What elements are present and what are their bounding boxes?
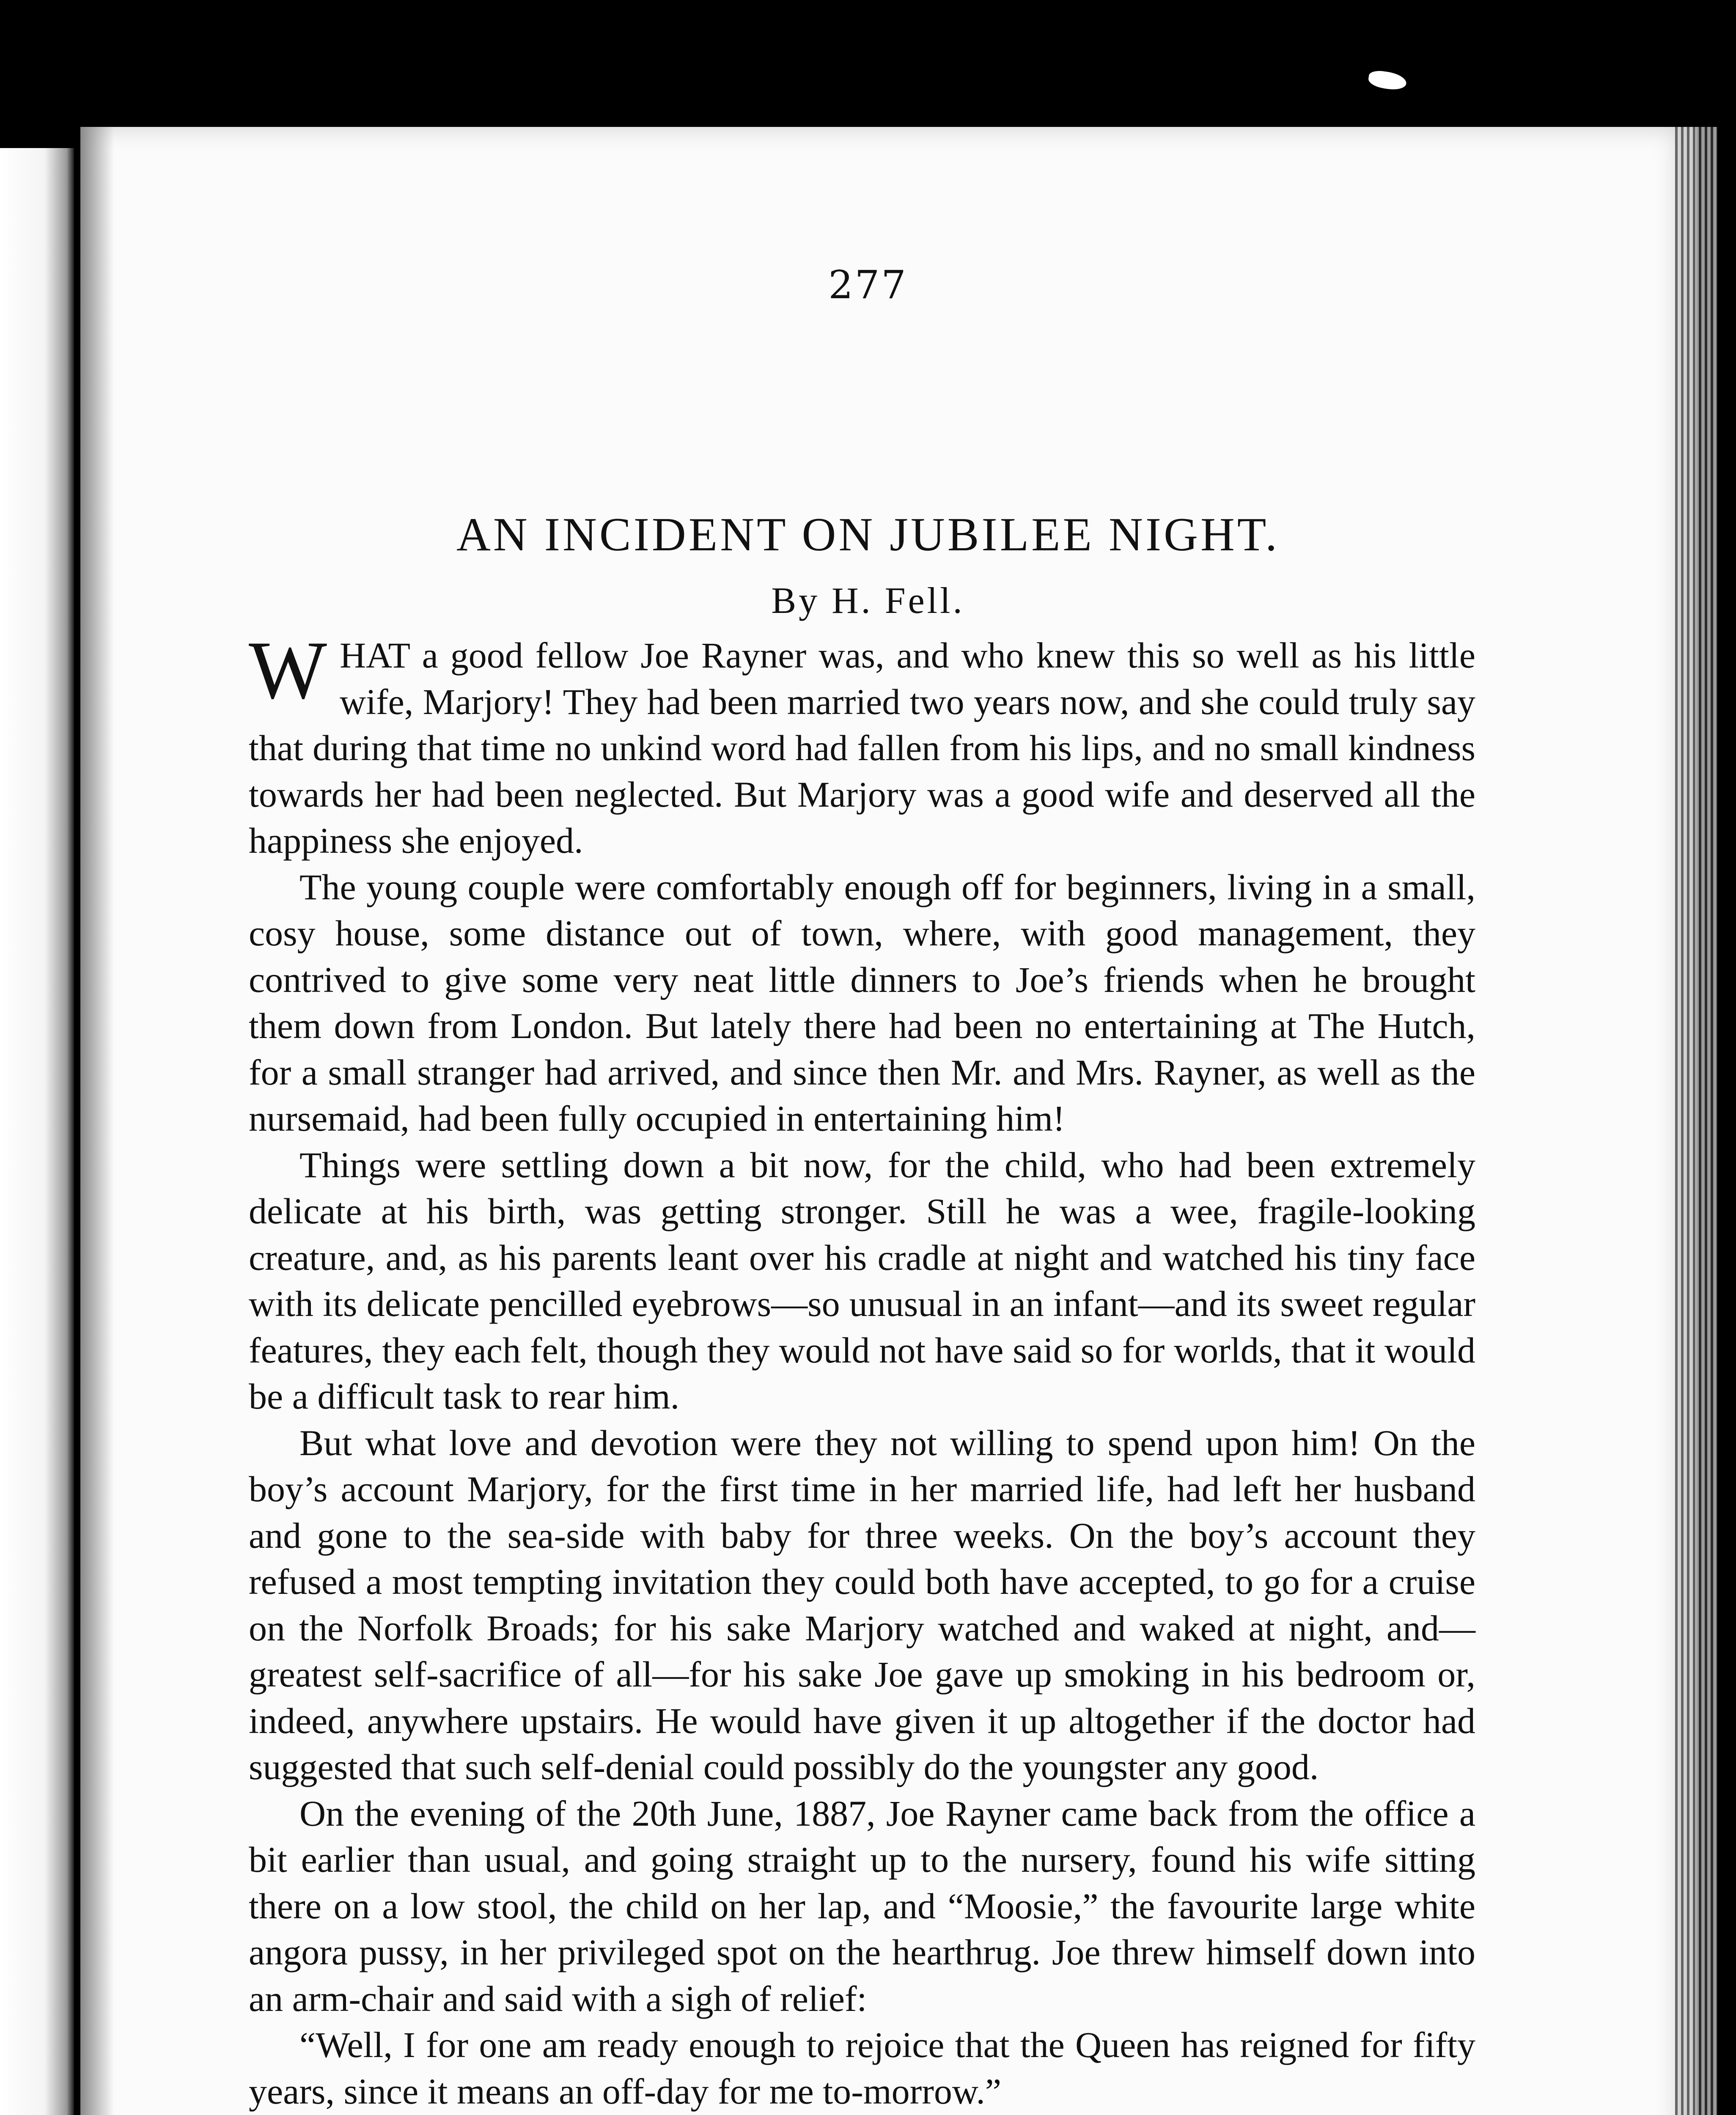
paragraph-6: “Well, I for one am ready enough to rejoice that the Queen has reigned for fifty years, since it means an off-day for me to-morrow.” — [249, 2024, 1475, 2112]
page-number: 277 — [828, 262, 908, 308]
page-gutter-shadow — [80, 127, 114, 2115]
article-byline: By H. Fell. — [771, 580, 965, 621]
paragraph-5: On the evening of the 20th June, 1887, Joe Rayner came back from the office a bit earlier than usual, and going straight up to the nursery, found his wife sitting there on a low stool, the child on her lap, and “Moosie,” the favourite large white angora pussy, in her privileged spot on the hearthrug. Joe threw himself down into an arm-chair and said with a sigh of relief: — [249, 1793, 1475, 2019]
article-body — [249, 624, 1475, 2115]
paragraph-text: HAT a good fellow Joe Rayner was, and who knew this so well as his little wife, Marjory! They had been married two years now, and she could truly say that during that time no unkind word had fallen from his lips, and no small kindness towards her had been neglected. But Marjory was a good wife and deserved all the happiness she enjoyed. — [249, 635, 1475, 861]
article-title: AN INCIDENT ON JUBILEE NIGHT. — [456, 508, 1280, 561]
facing-page-edge — [0, 148, 74, 2115]
paragraph-1 — [249, 624, 1475, 864]
drop-cap: W — [249, 624, 327, 716]
page-stack-edge — [1675, 127, 1717, 2115]
paragraph-3: Things were settling down a bit now, for the child, who had been extremely delicate at his birth, was getting stronger. Still he was a wee, fragile-looking creature, and, as his parents leant over his cradle at night and watched his tiny face with its delicate pencilled eyebrows—so unusual in an infant—and its sweet regular features, they each felt, though they would not have said so for worlds, that it would be a difficult task to rear him. — [249, 1144, 1475, 1417]
paragraph-4: But what love and devotion were they not willing to spend upon him! On the boy’s account Marjory, for the first time in her married life, had left her husband and gone to the sea-side with baby for three weeks. On the boy’s account they refused a most tempting invitation they could both have accepted, to go for a cruise on the Norfolk Broads; for his sake Marjory watched and waked at night, and—greatest self-sacrifice of all—for his sake Joe gave up smoking in his bedroom or, indeed, anywhere upstairs. He would have given it up altogether if the doctor had suggested that such self-denial could possibly do the youngster any good. — [249, 1422, 1475, 1787]
paragraph-2: The young couple were comfortably enough off for beginners, living in a small, cosy house, some distance out of town, where, with good management, they contrived to give some very neat little dinners to Joe’s friends when he brought them down from London. But lately there had been no entertaining at The Hutch, for a small stranger had arrived, and since then Mr. and Mrs. Rayner, as well as the nursemaid, had been fully occupied in entertaining him! — [249, 866, 1475, 1139]
